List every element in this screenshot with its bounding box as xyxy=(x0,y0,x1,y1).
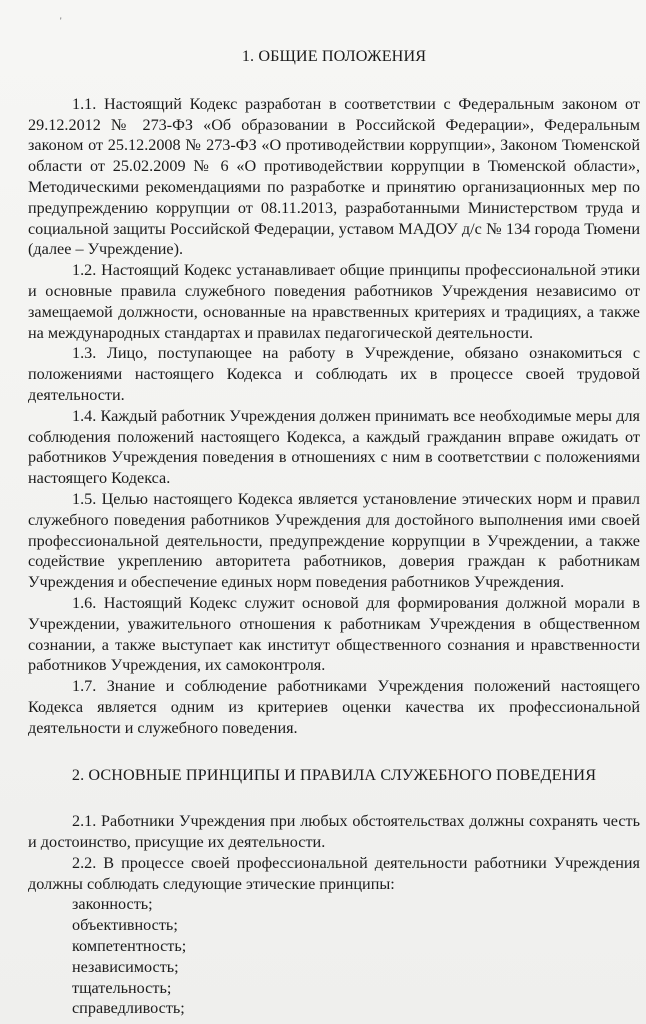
scan-mark: ' xyxy=(60,16,62,26)
list-item: справедливость; xyxy=(72,999,185,1018)
list-item: тщательность; xyxy=(72,978,172,997)
paragraph-1-5: 1.5. Целью настоящего Кодекса является установление этических норм и правил служебного поведения работников Учреждения для достойного выполнения ими своей профессиональной деятельности, предупреждение коррупции в Учреждении, а также содействие укреплению авторитета работников, доверия граждан к работникам Учреждения и обеспечение единых норм поведения работников Учреждения. xyxy=(28,489,640,592)
list-item: компетентность; xyxy=(72,937,187,956)
paragraph-1-4: 1.4. Каждый работник Учреждения должен принимать все необходимые меры для соблюдения положений настоящего Кодекса, а каждый гражданин вправе ожидать от работников Учреждения поведения в отношениях с ним в соответствии с положениями настоящего Кодекса. xyxy=(28,406,640,488)
paragraph-1-1: 1.1. Настоящий Кодекс разработан в соответствии с Федеральным законом от 29.12.2012 № 273-ФЗ «Об образовании в Российской Федерации», Федеральным законом от 25.12.2008 № 273-ФЗ «О противодействии коррупции», Законом Тюменской области от 25.02.2009 № 6 «О противодействии коррупции в Тюменской области», Методическими рекомендациями по разработке и принятию организационных мер по предупреждению коррупции от 08.11.2013, разработанными Министерством труда и социальной защиты Российской Федерации, уставом МАДОУ д/с № 134 города Тюмени (далее – Учреждение). xyxy=(28,94,640,259)
section-1-heading: 1. ОБЩИЕ ПОЛОЖЕНИЯ xyxy=(241,47,427,65)
ethical-principles-list xyxy=(28,894,640,1019)
section-2-heading: 2. ОСНОВНЫЕ ПРИНЦИПЫ И ПРАВИЛА СЛУЖЕБНОГО ПОВЕДЕНИЯ xyxy=(71,765,597,784)
list-item: законность; xyxy=(72,895,153,914)
list-item: независимость; xyxy=(72,957,179,976)
paragraph-1-7: 1.7. Знание и соблюдение работниками Учреждения положений настоящего Кодекса является одним из критериев оценки качества их профессиональной деятельности и служебного поведения. xyxy=(28,677,640,737)
paragraph-1-3: 1.3. Лицо, поступающее на работу в Учреждение, обязано ознакомиться с положениями настоящего Кодекса и соблюдать их в процессе своей трудовой деятельности. xyxy=(28,344,640,404)
paragraph-1-2: 1.2. Настоящий Кодекс устанавливает общие принципы профессиональной этики и основные правила служебного поведения работников Учреждения независимо от замещаемой должности, основанные на нравственных критериях и традициях, а также на международных стандартах и правилах педагогической деятельности. xyxy=(28,261,640,342)
paragraph-2-2: 2.2. В процессе своей профессиональной деятельности работники Учреждения должны соблюдать следующие этические принципы: xyxy=(28,853,640,893)
document-body xyxy=(28,46,640,1019)
paragraph-1-6: 1.6. Настоящий Кодекс служит основой для формирования должной морали в Учреждении, уважительного отношения к работникам Учреждения в общественном сознании, а также выступает как институт общественного сознания и нравственности работников Учреждения, их самоконтроля. xyxy=(28,593,640,675)
list-item: объективность; xyxy=(72,916,178,935)
paragraph-2-1: 2.1. Работники Учреждения при любых обстоятельствах должны сохранять честь и достоинство, присущие их деятельности. xyxy=(28,812,640,852)
